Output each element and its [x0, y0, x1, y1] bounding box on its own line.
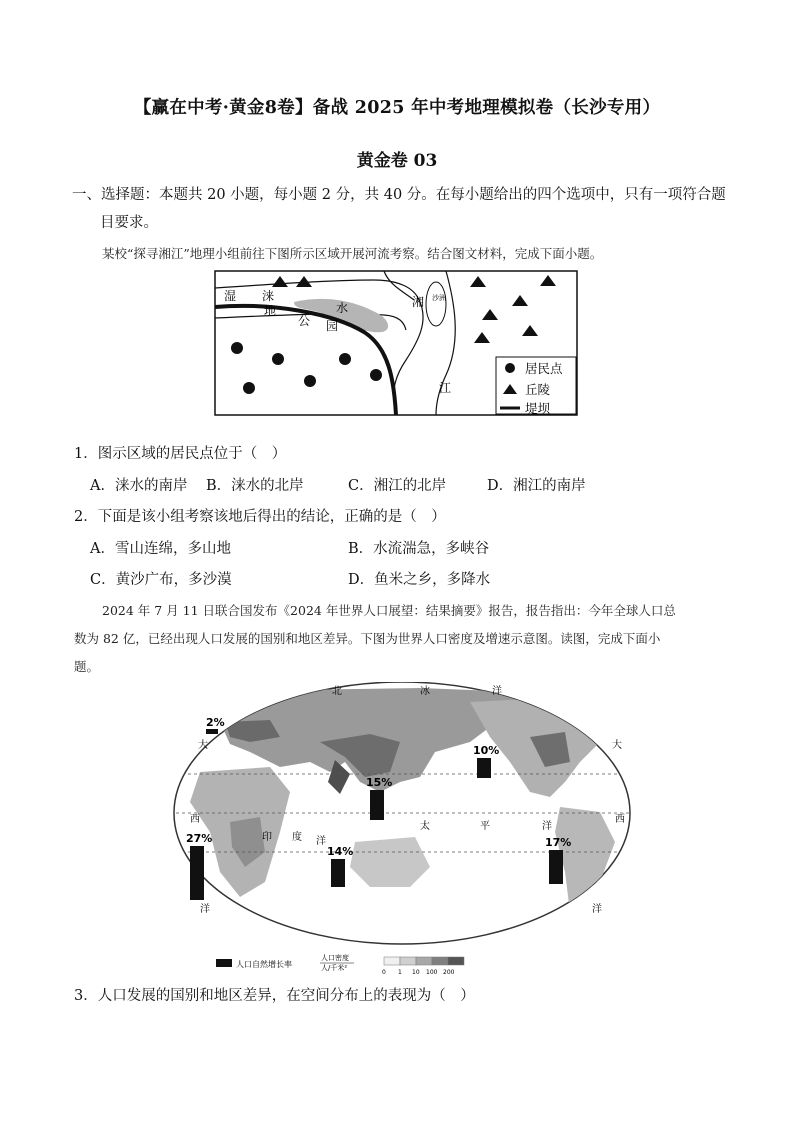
ocean-label-da-left: 大: [198, 740, 208, 751]
growth-bar: [549, 850, 563, 884]
growth-bar-label: 10%: [473, 744, 500, 757]
legend-growth-swatch: [216, 959, 232, 967]
label-shazhou: 沙洲: [432, 294, 446, 302]
growth-bar: [477, 758, 491, 778]
ocean-label-ping: 平: [480, 821, 490, 832]
legend-growth-label: 人口自然增长率: [236, 960, 292, 969]
legend-density-tick-3: 100: [426, 969, 438, 976]
growth-bar-label: 15%: [366, 776, 393, 789]
q2-option-c[interactable]: C．黄沙广布，多沙漠: [90, 572, 232, 588]
section-heading-line2: 目要求。: [100, 215, 158, 231]
growth-bar-label: 2%: [206, 716, 225, 729]
legend-density-tick-4: 200: [443, 969, 455, 976]
growth-bar-label: 17%: [545, 836, 572, 849]
ocean-label-tai: 太: [420, 821, 430, 832]
growth-bar: [190, 846, 204, 900]
label-wetland-1: 湿: [224, 289, 237, 303]
label-wetland-2: 地: [264, 304, 277, 318]
page-subtitle: 黄金卷 03: [356, 151, 438, 171]
ocean-label-xi-left: 西: [190, 814, 200, 825]
growth-bar: [206, 729, 218, 734]
world-map-legend: [214, 953, 476, 979]
intro-text-1: 某校“探寻湘江”地理小组前往下图所示区域开展河流考察。结合图文材料，完成下面小题。: [102, 246, 603, 261]
q1-option-a[interactable]: A．涞水的南岸: [90, 478, 188, 494]
ocean-label-yang: 洋: [492, 686, 502, 697]
ocean-label-yang-right: 洋: [592, 904, 602, 915]
ocean-label-du: 度: [292, 832, 302, 843]
question-1-stem: 1．图示区域的居民点位于（ ）: [74, 446, 287, 462]
legend-density-title: 人口密度: [321, 954, 349, 962]
growth-bar-label: 27%: [186, 832, 213, 845]
intro-2-line2: 数为 82 亿，已经出现人口发展的国别和地区差异。下图为世界人口密度及增速示意图。读图，完成下面小: [74, 631, 661, 646]
ocean-label-yang-indian: 洋: [316, 836, 326, 847]
q2-option-a[interactable]: A．雪山连绵，多山地: [90, 541, 231, 557]
section-heading-line1: 一、选择题：本题共 20 小题，每小题 2 分，共 40 分。在每小题给出的四个选项中，只有一项符合题: [72, 187, 726, 203]
ocean-label-north: 北: [332, 686, 342, 697]
river-map: [214, 270, 578, 416]
legend-dam: 堤坝: [525, 401, 551, 416]
section-heading: [72, 181, 732, 237]
q2-option-b[interactable]: B．水流湍急，多峡谷: [348, 541, 490, 557]
page-title: 【赢在中考·黄金8卷】备战 2025 年中考地理模拟卷（长沙专用）: [133, 98, 661, 118]
ocean-label-xi-right: 西: [615, 814, 625, 825]
intro-text-2: [74, 597, 734, 681]
growth-bar: [331, 859, 345, 887]
label-park-2: 园: [326, 319, 339, 333]
label-shui: 水: [336, 301, 349, 315]
intro-2-line1: 2024 年 7 月 11 日联合国发布《2024 年世界人口展望：结果摘要》报告，报告指出：今年全球人口总: [102, 603, 676, 618]
legend-density-tick-0: 0: [382, 969, 386, 976]
ocean-label-yin: 印: [262, 832, 272, 843]
ocean-label-yang-pacific: 洋: [542, 821, 552, 832]
question-3-stem: 3．人口发展的国别和地区差异，在空间分布上的表现为（ ）: [74, 988, 475, 1004]
intro-2-line3: 题。: [74, 659, 100, 674]
label-xiang: 湘: [412, 295, 425, 309]
q2-option-d[interactable]: D．鱼米之乡，多降水: [348, 572, 491, 588]
world-population-map: [170, 682, 634, 974]
growth-bar-label: 14%: [327, 845, 354, 858]
legend-settlement-icon: [505, 363, 515, 373]
q1-option-c[interactable]: C．湘江的北岸: [348, 478, 447, 494]
growth-bar: [370, 790, 384, 820]
q1-option-b[interactable]: B．涞水的北岸: [206, 478, 304, 494]
ocean-label-yang-left: 洋: [200, 904, 210, 915]
label-lai: 涞: [262, 289, 275, 303]
q1-option-d[interactable]: D．湘江的南岸: [487, 478, 586, 494]
question-2-stem: 2．下面是该小组考察该地后得出的结论，正确的是（ ）: [74, 509, 446, 525]
ocean-label-da-right: 大: [612, 740, 622, 751]
legend-settlement: 居民点: [525, 361, 563, 376]
legend-density-tick-2: 10: [412, 969, 420, 976]
ocean-label-ice: 冰: [420, 686, 430, 697]
legend-hill: 丘陵: [525, 382, 551, 397]
label-park-1: 公: [298, 314, 311, 328]
label-jiang: 江: [439, 381, 452, 395]
legend-density-tick-1: 1: [398, 969, 402, 976]
legend-density-unit: 人/千米²: [321, 964, 348, 972]
